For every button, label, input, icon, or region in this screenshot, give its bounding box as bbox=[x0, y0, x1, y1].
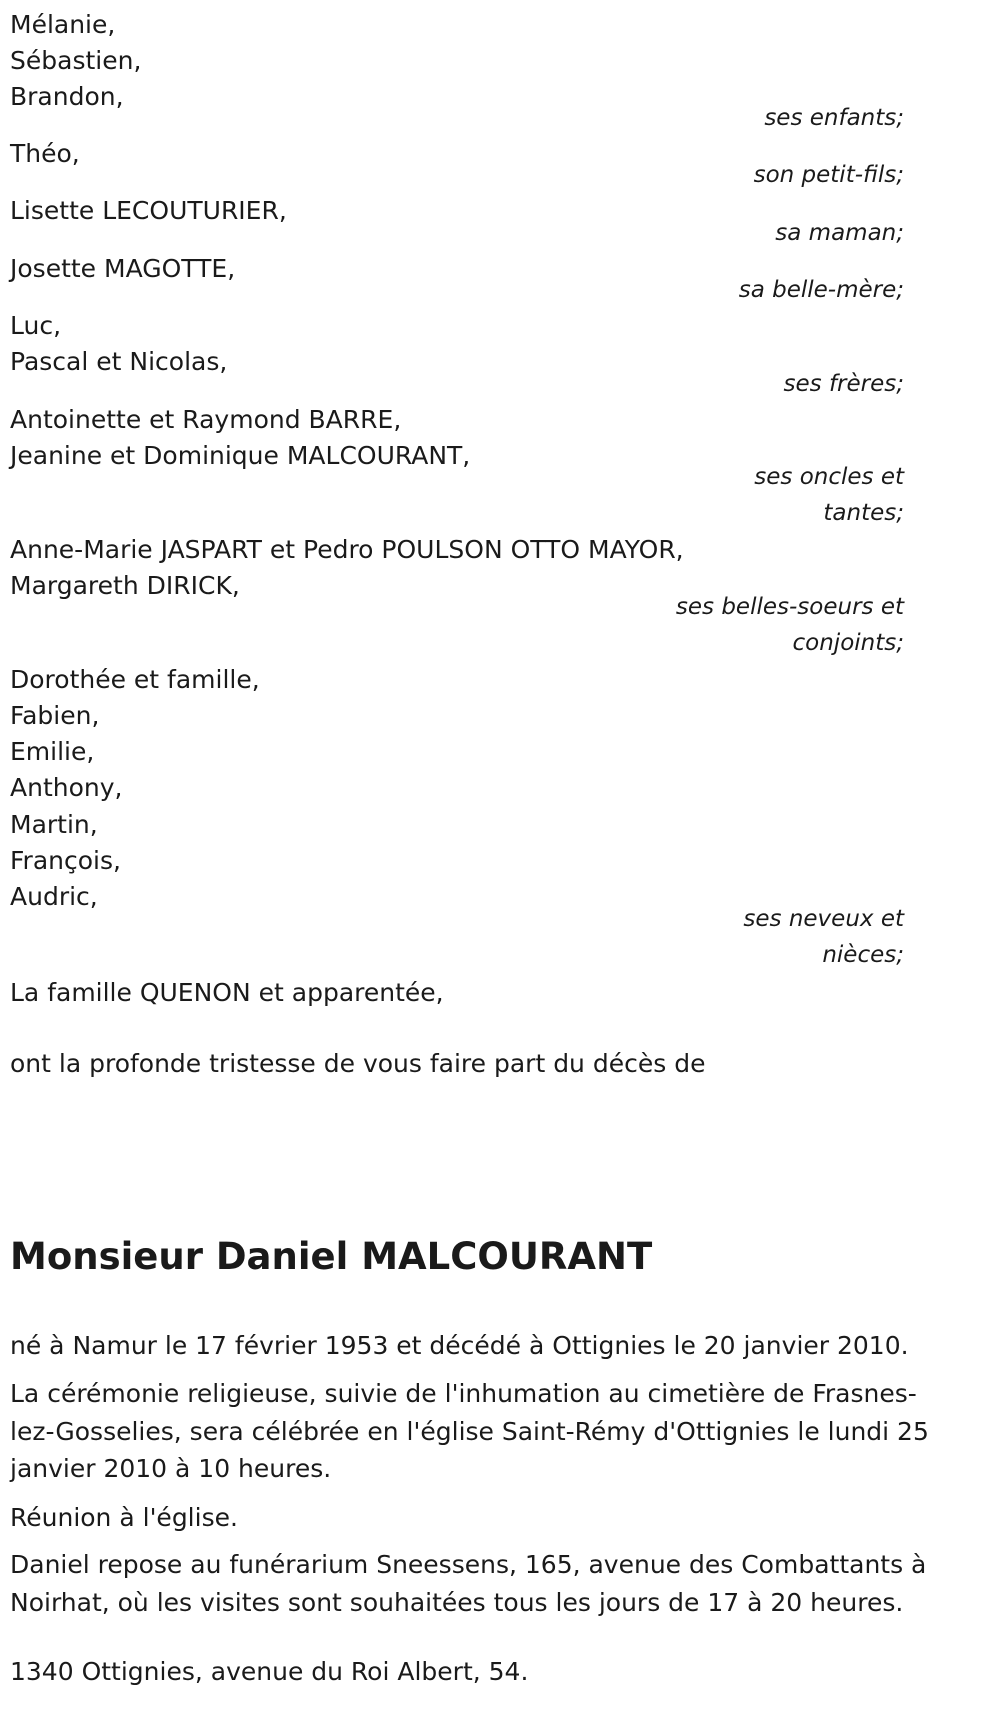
mother-in-law-name: Josette MAGOTTE, bbox=[10, 254, 236, 283]
brother-name: Luc, bbox=[10, 311, 62, 340]
grandson-name: Théo, bbox=[10, 139, 80, 168]
relation-sisters-in-law: ses belles-soeurs et bbox=[675, 594, 904, 620]
meeting-text: Réunion à l'église. bbox=[10, 1503, 238, 1532]
funeral-home-text: Daniel repose au funérarium Sneessens, 165, avenue des Combattants à bbox=[10, 1550, 927, 1579]
nephew-niece-name: Anthony, bbox=[10, 773, 123, 802]
ceremony-text: La cérémonie religieuse, suivie de l'inhumation au cimetière de Frasnes- bbox=[10, 1379, 917, 1408]
nephew-niece-name: Audric, bbox=[10, 882, 98, 911]
relation-nephews-nieces: ses neveux et bbox=[743, 906, 904, 932]
uncle-aunt-name: Jeanine et Dominique MALCOURANT, bbox=[10, 441, 471, 470]
nephew-niece-name: Martin, bbox=[10, 810, 98, 839]
relation-mother-in-law: sa belle-mère; bbox=[738, 277, 904, 303]
relation-children: ses enfants; bbox=[764, 105, 904, 131]
nephew-niece-name: Emilie, bbox=[10, 737, 95, 766]
nephew-niece-name: Fabien, bbox=[10, 701, 100, 730]
ceremony-text: lez-Gosselies, sera célébrée en l'église Saint-Rémy d'Ottignies le lundi 25 bbox=[10, 1417, 929, 1446]
child-name: Sébastien, bbox=[10, 46, 142, 75]
address-text: 1340 Ottignies, avenue du Roi Albert, 54. bbox=[10, 1657, 529, 1686]
deceased-name: Monsieur Daniel MALCOURANT bbox=[10, 1235, 653, 1278]
nephew-niece-name: Dorothée et famille, bbox=[10, 665, 260, 694]
relation-mother: sa maman; bbox=[775, 220, 904, 246]
nephew-niece-name: François, bbox=[10, 846, 121, 875]
sister-in-law-name: Margareth DIRICK, bbox=[10, 571, 240, 600]
relation-uncles-aunts: ses oncles et bbox=[754, 464, 904, 490]
sister-in-law-name: Anne-Marie JASPART et Pedro POULSON OTTO MAYOR, bbox=[10, 535, 684, 564]
child-name: Mélanie, bbox=[10, 10, 116, 39]
relation-brothers: ses frères; bbox=[783, 371, 904, 397]
announcement-text: ont la profonde tristesse de vous faire part du décès de bbox=[10, 1049, 706, 1078]
quenon-family: La famille QUENON et apparentée, bbox=[10, 978, 444, 1007]
relation-grandson: son petit-fils; bbox=[753, 162, 904, 188]
uncle-aunt-name: Antoinette et Raymond BARRE, bbox=[10, 405, 402, 434]
relation-sisters-in-law: conjoints; bbox=[792, 630, 904, 656]
funeral-home-text: Noirhat, où les visites sont souhaitées tous les jours de 17 à 20 heures. bbox=[10, 1588, 904, 1617]
mother-name: Lisette LECOUTURIER, bbox=[10, 196, 287, 225]
birth-death-text: né à Namur le 17 février 1953 et décédé à Ottignies le 20 janvier 2010. bbox=[10, 1331, 909, 1360]
relation-uncles-aunts: tantes; bbox=[823, 500, 904, 526]
ceremony-text: janvier 2010 à 10 heures. bbox=[10, 1454, 332, 1483]
brother-name: Pascal et Nicolas, bbox=[10, 347, 228, 376]
relation-nephews-nieces: nièces; bbox=[822, 942, 904, 968]
child-name: Brandon, bbox=[10, 82, 124, 111]
